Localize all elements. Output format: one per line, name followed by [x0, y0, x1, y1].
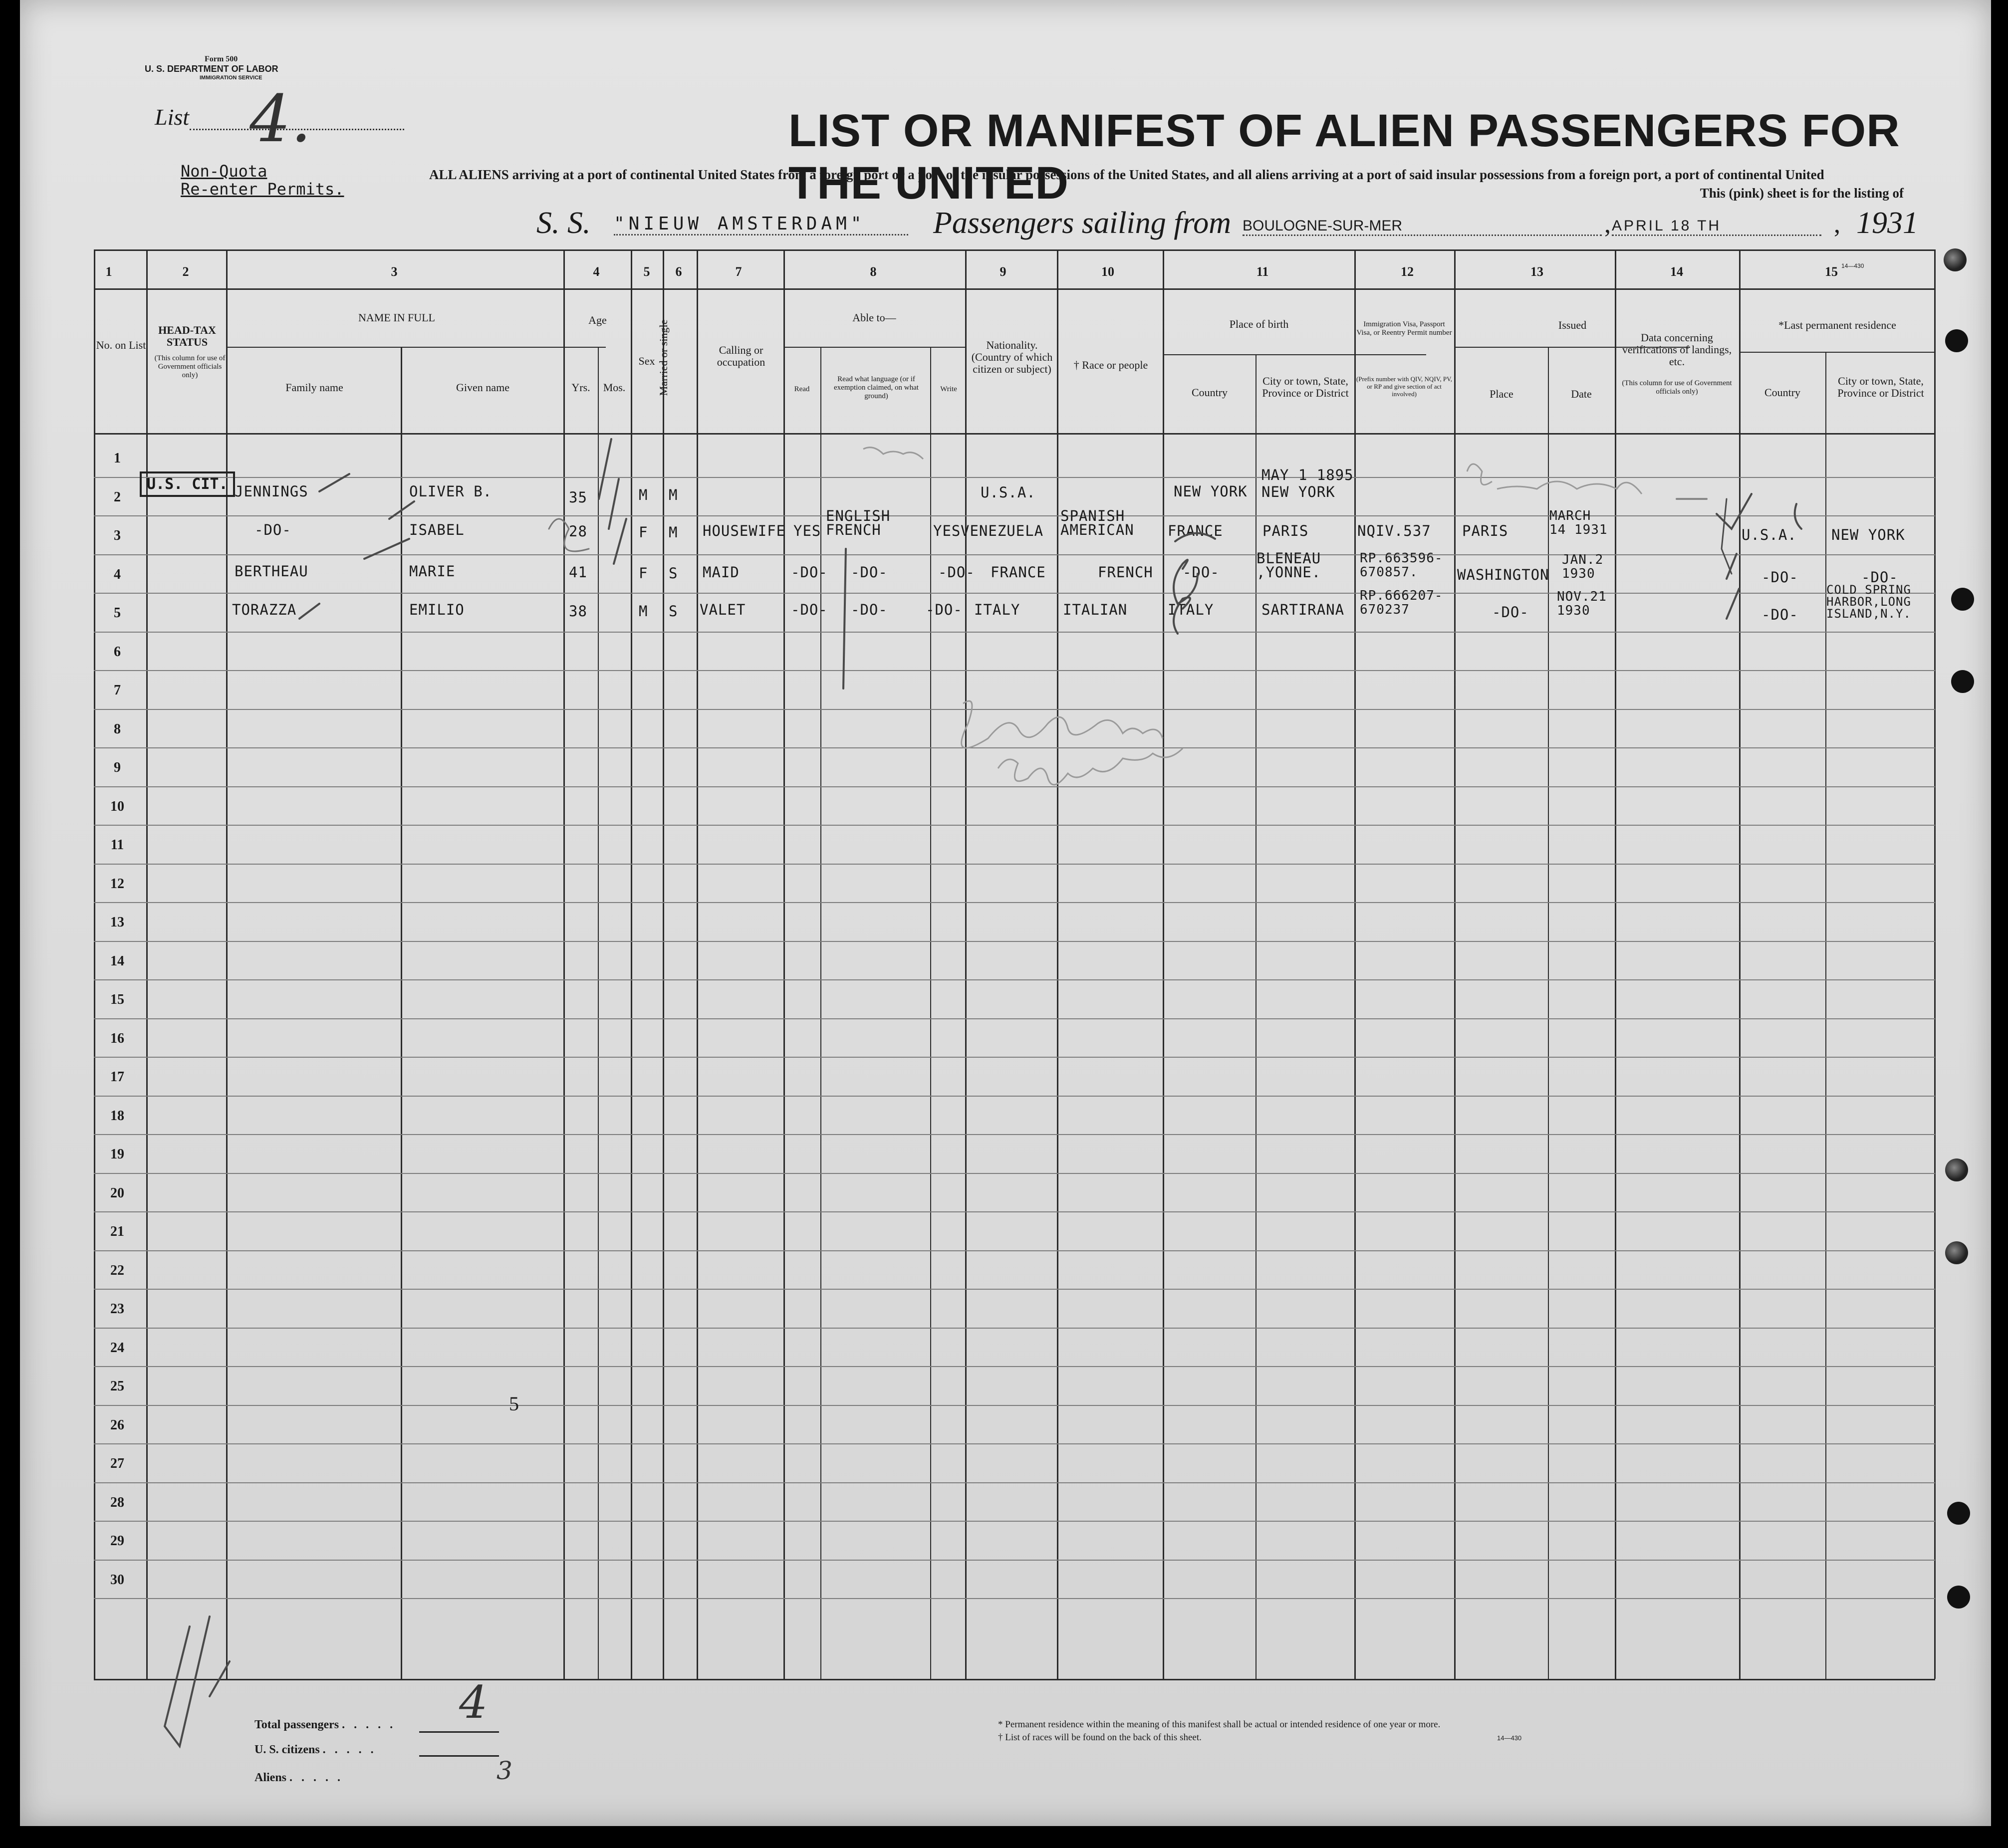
row-number: 19 — [110, 1147, 124, 1162]
row-3-read: -DO- — [791, 564, 828, 581]
row-number: 27 — [110, 1456, 124, 1471]
row-4-language: -DO- — [851, 601, 888, 618]
col-number-10: 10 — [1101, 264, 1114, 279]
row-number: 14 — [110, 953, 124, 969]
row-3-issued-place: WASHINGTON — [1457, 566, 1549, 583]
row-1-yrs: 35 — [569, 489, 587, 506]
row-number: 20 — [110, 1185, 124, 1201]
col-number-15: 15 — [1825, 264, 1838, 279]
row-2-nationality: VENEZUELA — [961, 522, 1044, 539]
row-3-nationality: FRANCE — [991, 564, 1046, 581]
row-4-res-city: COLD SPRING HARBOR,LONG ISLAND,N.Y. — [1826, 583, 1911, 621]
row-number: 10 — [110, 798, 124, 814]
col-number-14: 14 — [1670, 264, 1683, 279]
row-2-write: YES — [933, 522, 961, 539]
list-number: 4. — [250, 81, 312, 157]
row-number: 2 — [114, 489, 121, 505]
handwritten-aliens: 3 — [497, 1756, 512, 1785]
row-3-race: FRENCH — [1098, 564, 1153, 581]
row-4-marital: S — [669, 603, 678, 620]
col-birth-country: Country — [1191, 386, 1228, 399]
col-family-name: Family name — [285, 381, 343, 394]
row-4-issued-date: NOV.21 1930 — [1557, 589, 1607, 618]
department-name: U. S. DEPARTMENT OF LABOR — [145, 64, 278, 74]
row-2-race: SPANISH AMERICAN — [1060, 507, 1134, 538]
row-number: 23 — [110, 1301, 124, 1317]
col-read: Read — [794, 385, 810, 393]
col-head-tax: HEAD-TAX STATUS — [158, 324, 216, 348]
row-number: 25 — [110, 1379, 124, 1394]
row-3-family: BERTHEAU — [235, 563, 308, 580]
row-4-visa: RP.666207- 670237 — [1360, 588, 1443, 617]
us-citizen-stamp: U.S. CIT. — [140, 471, 235, 497]
binder-hole — [1947, 1502, 1970, 1525]
binder-hole — [1947, 1586, 1970, 1609]
col-number-2: 2 — [182, 264, 189, 279]
sailing-label: Passengers sailing from — [933, 206, 1232, 240]
row-4-occupation: VALET — [700, 601, 746, 618]
row-3-given: MARIE — [409, 563, 456, 580]
row-4-family: TORAZZA — [232, 601, 297, 618]
row-4-res-country: -DO- — [1761, 606, 1798, 623]
row-4-country: ITALY — [1168, 601, 1214, 618]
row-3-occupation: MAID — [703, 564, 740, 581]
row-4-yrs: 38 — [569, 603, 587, 620]
row-2-language: ENGLISH FRENCH — [826, 507, 891, 538]
row-2-marital: M — [669, 524, 678, 541]
col-able-to: Able to— — [852, 311, 896, 324]
row-number: 12 — [110, 876, 124, 892]
col-age-yrs: Yrs. — [571, 381, 590, 394]
col-visa-note: (Prefix number with QIV, NQIV, PV, or RP and give section of act involved) — [1356, 375, 1453, 398]
row-3-res-country: -DO- — [1761, 569, 1798, 586]
row-2-given: ISABEL — [409, 521, 465, 538]
row-2-family: -DO- — [254, 521, 291, 538]
form-number: Form 500 — [205, 55, 238, 63]
col-given-name: Given name — [456, 381, 509, 394]
footnote-races: † List of races will be found on the back of this sheet. — [998, 1732, 1202, 1743]
row-3-issued-date: JAN.2 1930 — [1562, 552, 1604, 581]
port-of-departure: BOULOGNE-SUR-MER — [1243, 218, 1602, 236]
row-3-city: BLENEAU ,YONNE. — [1256, 550, 1321, 581]
row-number: 24 — [110, 1340, 124, 1356]
col-write: Write — [940, 385, 957, 393]
row-4-sex: M — [639, 603, 648, 620]
row-2-res-city: NEW YORK — [1831, 526, 1905, 543]
col-verification: Data concerning verifications of landings, etc. — [1622, 331, 1732, 368]
footer-total-passengers: Total passengers . . . . . — [254, 1718, 396, 1731]
row-4-read: -DO- — [791, 601, 828, 618]
row-2-sex: F — [639, 524, 648, 541]
row-2-city: PARIS — [1262, 522, 1309, 539]
row-number: 6 — [114, 644, 121, 660]
footer-us-citizens: U. S. citizens . . . . . — [254, 1743, 377, 1756]
row-number: 15 — [110, 992, 124, 1007]
sailing-year: 1931 — [1856, 206, 1918, 240]
row-4-race: ITALIAN — [1063, 601, 1128, 618]
row-number: 26 — [110, 1417, 124, 1433]
ship-name: "NIEUW AMSTERDAM" — [614, 214, 908, 235]
handwriting-marks — [20, 0, 1991, 1826]
row-3-marital: S — [669, 565, 678, 582]
col-married: Married or single — [657, 319, 670, 396]
page-subtitle: ALL ALIENS arriving at a port of continental United States from a foreign port or a port of the insular possessions of the United States, and all aliens arriving at a port of said insular possessions from a foreign port, a port of continental United — [429, 167, 1824, 182]
col-last-residence: *Last permanent residence — [1778, 319, 1896, 331]
row-1-family: JENNINGS — [235, 483, 308, 500]
col-birth-city: City or town, State, Province or District — [1262, 375, 1349, 399]
row-3-yrs: 41 — [569, 564, 587, 581]
col-res-city: City or town, State, Province or District — [1837, 375, 1924, 399]
col-number-6: 6 — [675, 264, 682, 279]
col-issued: Issued — [1558, 319, 1587, 331]
row-4-given: EMILIO — [409, 601, 465, 618]
row-1-city: MAY 1 1895 NEW YORK — [1261, 466, 1354, 500]
sailing-date: APRIL 18 TH — [1612, 218, 1821, 236]
row-number: 30 — [110, 1572, 124, 1588]
col-res-country: Country — [1764, 386, 1801, 399]
col-head-tax-note: (This column for use of Government officials only) — [154, 354, 226, 379]
row-number: 18 — [110, 1108, 124, 1124]
col-number-9: 9 — [1000, 264, 1006, 279]
margin-number: 5 — [509, 1392, 519, 1415]
row-2-occupation: HOUSEWIFE — [703, 522, 786, 539]
col-number-4: 4 — [593, 264, 600, 279]
col-sex: Sex — [638, 355, 655, 367]
col-read-language: Read what language (or if exemption claimed, on what ground) — [834, 375, 919, 400]
row-number: 8 — [114, 721, 121, 737]
col-issued-place: Place — [1490, 388, 1513, 400]
row-3-sex: F — [639, 565, 648, 582]
row-2-res-country: U.S.A. — [1742, 526, 1797, 543]
row-4-issued-place: -DO- — [1492, 604, 1529, 621]
binder-hole — [1951, 588, 1974, 611]
col-age-mos: Mos. — [603, 381, 626, 394]
note-non-quota: Non-Quota — [181, 162, 267, 181]
row-3-visa: RP.663596- 670857. — [1360, 551, 1443, 580]
row-number: 11 — [110, 837, 124, 853]
footer-form-code: 14—430 — [1497, 1734, 1522, 1742]
col-verification-note: (This column for use of Government officials only) — [1622, 379, 1732, 396]
manifest-sheet: Form 500 U. S. DEPARTMENT OF LABOR IMMIGRATION SERVICE List 4. Non-Quota Re-enter Permits. LIST OR MANIFEST OF ALIEN PASSENGERS FOR THE UNITED ALL ALIENS arriving at a port of continental United States from a foreign port or a port of the insular possessions of the United States, and all aliens arriving at a port of said insular possessions from a foreign port, a port of continental United This (pink) sheet is for the listing of S. S. "NIEUW AMSTERDAM" Passengers sailing from BOULOGNE-SUR-MER , APRIL 18 TH , 1931 14—430 1 2 3 4 5 6 7 8 9 10 11 12 13 14 15 No. on List HEAD-TAX STATUS (This column for use of Government officials only) NAME IN FULL Family name Given name Age Yrs. Mos. Sex Married or single Calling or occupation Able to— Read Read what language (or if exemption claimed, on what ground) Write Nationality. (Country of which citizen or subject) † Race or people Place of birth Country City or town, State, Province or District Immigration Visa, Passport Visa, or Reentry Permit number (Prefix number with QIV, NQIV, PV, or RP and give section of act involved) Issued Place Date Data concerning verifications of landings, etc. (This column for use of Government officials only) *Last permanent residence Country City or town, State, Province or District 1 2 3 4 5 6 7 8 9 10 11 12 13 14 15 16 17 18 19 20 21 22 23 24 25 26 27 28 29 30 U.S. CIT. JENNINGS OLIVER B. 35 M M U.S.A. NEW YORK MAY 1 1895 NEW YORK -DO- ISABEL 28 F M HOUSEWIFE YES ENGLISH FRENCH YES VENEZUELA SPANISH AMERICAN FRANCE PARIS NQIV.537 PARIS MARCH 14 1931 U.S.A. NEW YORK BERTHEAU MARIE 41 F S MAID -DO- -DO- -DO- FRANCE FRENCH -DO- BLENEAU ,YONNE. RP.663596- 670857. WASHINGTON JAN.2 1930 -DO- -DO- TORAZZA EMILIO 38 M S VALET -DO- -DO- -DO- ITALY ITALIAN ITALY SARTIRANA RP.666207- 670237 -DO- NOV.21 1930 -DO- COLD SPRING HARBOR,LONG ISLAND,N.Y. 5 4 3 Total passengers . . . . . U. S. citizens . . . . . Aliens . . . . . * Permanent residence within the meaning of this manifest shall be actual or intended residence of one year or more. † List of races will be found on the back of this sheet. 14—430 — [20, 0, 1991, 1826]
row-number: 21 — [110, 1224, 124, 1239]
row-number: 28 — [110, 1494, 124, 1510]
row-2-issued-date: MARCH 14 1931 — [1549, 508, 1608, 537]
row-number: 7 — [114, 683, 121, 698]
row-number: 16 — [110, 1030, 124, 1046]
note-re-enter: Re-enter Permits. — [181, 180, 344, 199]
row-number: 22 — [110, 1262, 124, 1278]
col-place-of-birth: Place of birth — [1229, 318, 1289, 330]
row-2-visa: NQIV.537 — [1357, 522, 1431, 539]
footer-aliens: Aliens . . . . . — [254, 1771, 344, 1784]
row-4-nationality: ITALY — [974, 601, 1020, 618]
binder-hole — [1945, 1158, 1968, 1181]
row-4-write: -DO- — [926, 601, 963, 618]
col-number-1: 1 — [105, 264, 112, 279]
row-3-country: -DO- — [1183, 564, 1220, 581]
row-number: 29 — [110, 1533, 124, 1549]
binder-hole — [1945, 1241, 1968, 1264]
form-code: 14—430 — [1841, 262, 1864, 269]
row-1-given: OLIVER B. — [409, 483, 493, 500]
col-calling: Calling or occupation — [717, 344, 765, 368]
handwritten-total: 4 — [459, 1676, 488, 1729]
col-race: † Race or people — [1073, 359, 1148, 371]
row-2-country: FRANCE — [1168, 522, 1223, 539]
col-number-12: 12 — [1401, 264, 1414, 279]
row-1-marital: M — [669, 486, 678, 503]
col-no-on-list: No. on List — [96, 339, 146, 351]
col-number-11: 11 — [1256, 264, 1269, 279]
row-2-yrs: 28 — [569, 523, 587, 540]
row-4-city: SARTIRANA — [1261, 601, 1345, 618]
col-age: Age — [588, 314, 607, 326]
list-label: List — [155, 104, 190, 130]
row-number: 3 — [114, 528, 121, 543]
row-number: 1 — [114, 451, 121, 466]
col-number-3: 3 — [391, 264, 398, 279]
row-number: 13 — [110, 915, 124, 930]
row-1-nationality: U.S.A. — [981, 484, 1036, 501]
page-title: LIST OR MANIFEST OF ALIEN PASSENGERS FOR THE UNITED — [788, 105, 1900, 209]
row-number: 4 — [114, 566, 121, 582]
row-3-res-city: -DO- — [1861, 569, 1898, 586]
row-number: 17 — [110, 1069, 124, 1085]
col-name-in-full: NAME IN FULL — [358, 311, 435, 324]
row-2-read: YES — [793, 522, 821, 539]
row-3-write: -DO- — [938, 564, 975, 581]
row-1-country: NEW YORK — [1174, 483, 1248, 500]
row-3-language: -DO- — [851, 564, 888, 581]
col-number-8: 8 — [870, 264, 877, 279]
col-number-5: 5 — [643, 264, 650, 279]
binder-hole — [1944, 248, 1967, 271]
row-1-sex: M — [639, 486, 648, 503]
col-number-13: 13 — [1530, 264, 1543, 279]
row-number: 5 — [114, 605, 121, 621]
page-subtitle-2: This (pink) sheet is for the listing of — [1700, 186, 1904, 201]
ss-label: S. S. — [536, 206, 591, 240]
col-nationality: Nationality. (Country of which citizen or subject) — [971, 339, 1053, 375]
row-number: 9 — [114, 760, 121, 775]
footnote-residence: * Permanent residence within the meaning of this manifest shall be actual or intended residence of one year or more. — [998, 1719, 1441, 1730]
row-2-issued-place: PARIS — [1462, 522, 1508, 539]
col-visa: Immigration Visa, Passport Visa, or Reentry Permit number — [1356, 320, 1452, 337]
service-name: IMMIGRATION SERVICE — [200, 75, 262, 81]
col-issued-date: Date — [1571, 388, 1592, 400]
col-number-7: 7 — [735, 264, 742, 279]
binder-hole — [1945, 329, 1968, 352]
binder-hole — [1951, 670, 1974, 693]
